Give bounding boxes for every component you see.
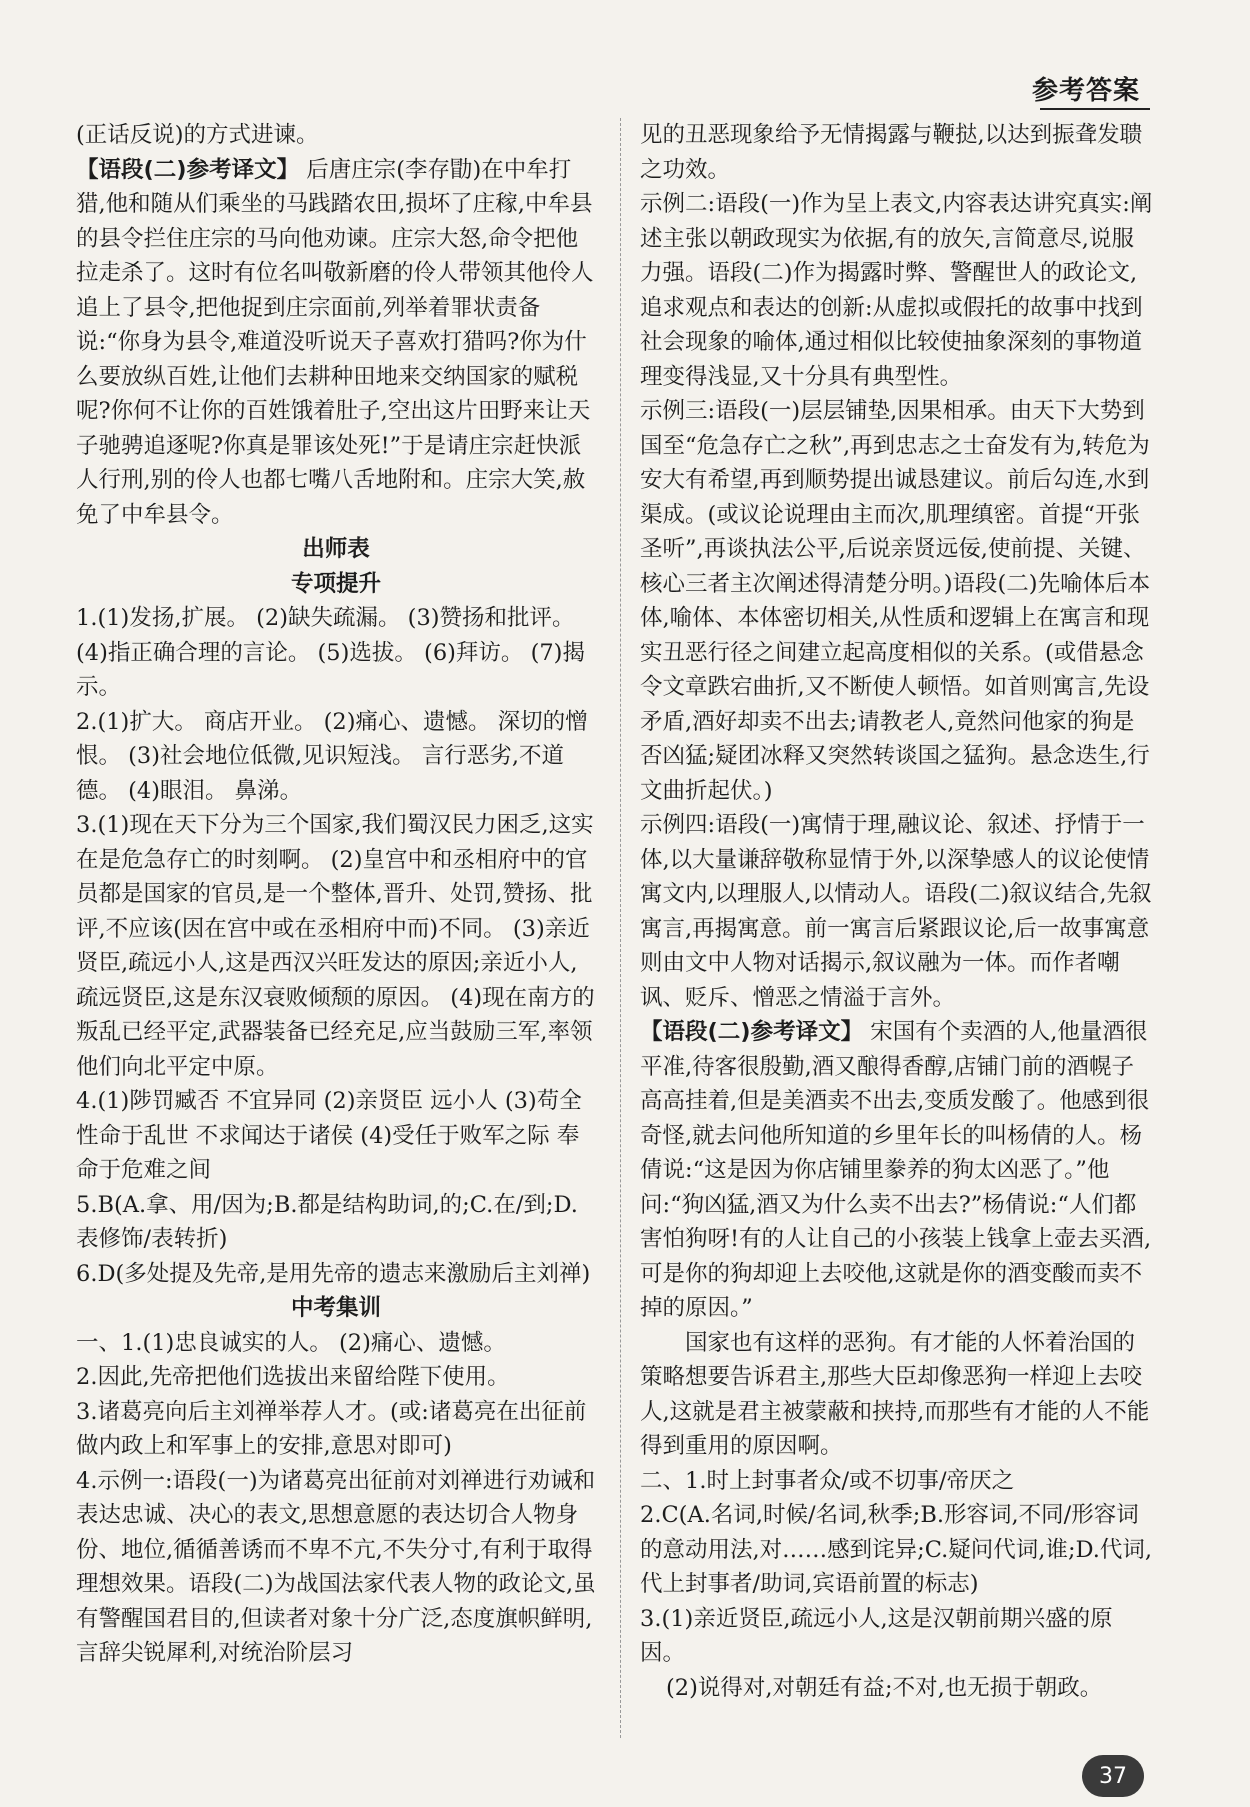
header-title: 参考答案 <box>1031 76 1140 106</box>
left-column <box>76 118 596 1671</box>
answer-6: 6.D(多处提及先帝,是用先帝的遗志来激励后主刘禅) <box>76 1260 591 1287</box>
part2-answer-2: 2.C(A.名词,时候/名词,秋季;B.形容词,不同/形容词的意动用法,对……感到诧异;C.疑问代词,谁;D.代词,代上封事者/助词,宾语前置的标志) <box>640 1502 1153 1597</box>
example-3: 示例三:语段(一)层层铺垫,因果相承。由天下大势到国至“危急存亡之秋”,再到忠志之士奋发有为,转危为安大有希望,再到顺势提出诚恳建议。前后勾连,水到渠成。(或议论说理由主而次,肌理缜密。首提“开张圣听”,再谈执法公平,后说亲贤远佞,使前提、关键、核心三者主次阐述得清楚分明。)语段(二)先喻体后本体,喻体、本体密切相关,从性质和逻辑上在寓言和现实丑恶行径之间建立起高度相似的关系。(或借悬念令文章跌宕曲折,又不断使人顿悟。如首则寓言,先设矛盾,酒好却卖不出去;请教老人,竟然问他家的狗是否凶猛;疑团冰释又突然转谈国之猛狗。悬念迭生,行文曲折起伏。) <box>640 398 1151 804</box>
example-4: 示例四:语段(一)寓情于理,融议论、叙述、抒情于一体,以大量谦辞敬称显情于外,以深挚感人的议论使情寓文内,以理服人,以情动人。语段(二)叙议结合,先叙寓言,再揭寓意。前一寓言后紧跟议论,后一故事寓意则由文中人物对话揭示,叙议融为一体。而作者嘲讽、贬斥、憎恶之情溢于言外。 <box>640 812 1152 1011</box>
answer-4: 4.(1)陟罚臧否 不宜异同 (2)亲贤臣 远小人 (3)苟全性命于乱世 不求闻达于诸侯 (4)受任于败军之际 奉命于危难之间 <box>76 1088 582 1183</box>
exam-answer-1: 一、1.(1)忠良诚实的人。 (2)痛心、遗憾。 <box>76 1329 506 1356</box>
translation-text: 后唐庄宗(李存勖)在中牟打猎,他和随从们乘坐的马践踏农田,损坏了庄稼,中牟县的县令拦住庄宗的马向他劝谏。庄宗大怒,命令把他拉走杀了。这时有位名叫敬新磨的伶人带领其他伶人追上了县令,把他捉到庄宗面前,列举着罪状责备说:“你身为县令,难道没听说天子喜欢打猎吗?你为什么要放纵百姓,让他们去耕种田地来交纳国家的赋税呢?你何不让你的百姓饿着肚子,空出这片田野来让天子驰骋追逐呢?你真是罪该处死!”于是请庄宗赶快派人行刑,别的伶人也都七嘴八舌地附和。庄宗大笑,赦免了中牟县令。 <box>76 156 594 528</box>
column-divider <box>620 118 621 1738</box>
left-intro-line: (正话反说)的方式进谏。 <box>76 122 319 148</box>
answer-2: 2.(1)扩大。 商店开业。 (2)痛心、遗憾。 深切的憎恨。 (3)社会地位低微,见识短浅。 言行恶劣,不道德。 (4)眼泪。 鼻涕。 <box>76 708 588 804</box>
translation-text-3: 国家也有这样的恶狗。有才能的人怀着治国的策略想要告诉君主,那些大臣却像恶狗一样迎上去咬人,这就是君主被蒙蔽和挟持,而那些有才能的人不能得到重用的原因啊。 <box>640 1329 1150 1459</box>
exam-answer-4: 4.示例一:语段(一)为诸葛亮出征前对刘禅进行劝诫和表达忠诚、决心的表文,思想意愿的表达切合人物身份、地位,循循善诱而不卑不亢,不失分寸,有利于取得理想效果。语段(二)为战国法家代表人物的政论文,虽有警醒国君目的,但读者对象十分广泛,态度旗帜鲜明,言辞尖锐犀利,对统治阶层习 <box>76 1467 596 1666</box>
exam-answer-3: 3.诸葛亮向后主刘禅举荐人才。(或:诸葛亮在出征前做内政上和军事上的安排,意思对即可) <box>76 1398 587 1459</box>
part2-answer-3b: (2)说得对,对朝廷有益;不对,也无损于朝政。 <box>666 1674 1103 1701</box>
header-rule <box>1040 108 1150 110</box>
example-2: 示例二:语段(一)作为呈上表文,内容表达讲究真实:阐述主张以朝政现实为依据,有的放矢,言简意尽,说服力强。语段(二)作为揭露时弊、警醒世人的政论文,追求观点和表达的创新:从虚拟或假托的故事中找到社会现象的喻体,通过相似比较使抽象深刻的事物道理变得浅显,又十分具有典型性。 <box>640 191 1153 390</box>
part2-answer-3a: 3.(1)亲近贤臣,疏远小人,这是汉朝前期兴盛的原因。 <box>640 1605 1113 1666</box>
answer-3: 3.(1)现在天下分为三个国家,我们蜀汉民力困乏,这实在是危急存亡的时刻啊。 (2)皇宫中和丞相府中的官员都是国家的官员,是一个整体,晋升、处罚,赞扬、批评,不应该(因在宫中或在丞相府中而)不同。 (3)亲近贤臣,疏远小人,这是西汉兴旺发达的原因;亲近小人,疏远贤臣,这是东汉衰败倾颓的原因。 (4)现在南方的叛乱已经平定,武器装备已经充足,应当鼓励三军,率领他们向北平定中原。 <box>76 812 595 1080</box>
exam-answer-2: 2.因此,先帝把他们选拔出来留给陛下使用。 <box>76 1364 510 1390</box>
translation-label-2: 【语段(二)参考译文】 <box>640 1019 864 1045</box>
part2-answer-1: 二、1.时上封事者众/或不切事/帝厌之 <box>640 1467 1015 1494</box>
right-continuation: 见的丑恶现象给予无情揭露与鞭挞,以达到振聋发聩之功效。 <box>640 122 1143 183</box>
answer-1: 1.(1)发扬,扩展。 (2)缺失疏漏。 (3)赞扬和批评。 (4)指正确合理的言论。 (5)选拔。 (6)拜访。 (7)揭示。 <box>76 605 585 700</box>
translation-label: 【语段(二)参考译文】 <box>76 156 300 183</box>
left-translation-paragraph <box>76 153 596 533</box>
answer-5: 5.B(A.拿、用/因为;B.都是结构助词,的;C.在/到;D.表修饰/表转折) <box>76 1191 578 1252</box>
section-title: 出师表 <box>302 536 370 562</box>
translation-text-2: 宋国有个卖酒的人,他量酒很平准,待客很殷勤,酒又酿得香醇,店铺门前的酒幌子高高挂着,但是美酒卖不出去,变质发酸了。他感到很奇怪,就去问他所知道的乡里年长的叫杨倩的人。杨倩说:“这是因为你店铺里豢养的狗太凶恶了。”他问:“狗凶猛,酒又为什么卖不出去?”杨倩说:“人们都害怕狗呀!有的人让自己的小孩装上钱拿上壶去买酒,可是你的狗却迎上去咬他,这就是你的酒变酸而卖不掉的原因。” <box>640 1019 1152 1321</box>
right-translation-paragraph <box>640 1015 1155 1326</box>
page-header <box>0 70 1250 110</box>
subsection-title-zhuanxiang: 专项提升 <box>290 570 381 597</box>
right-column <box>640 118 1155 1705</box>
page-number: 37 <box>1082 1755 1144 1797</box>
subsection-title-zhongkao: 中考集训 <box>290 1295 381 1321</box>
